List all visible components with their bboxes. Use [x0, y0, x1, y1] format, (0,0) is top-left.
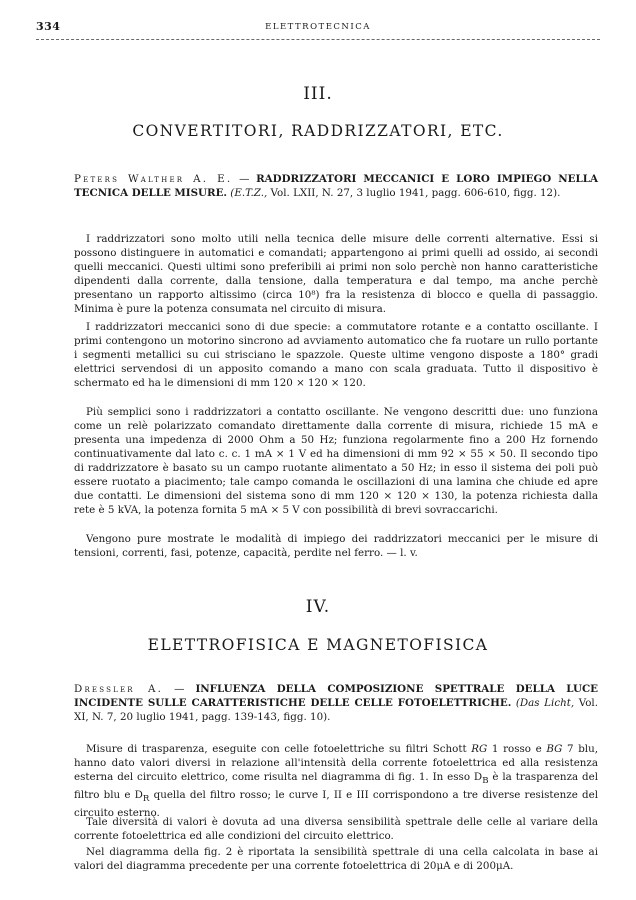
subscript: R — [142, 794, 150, 805]
entry-journal: (E.T.Z., — [230, 187, 268, 199]
entry-citation: Vol. LXII, N. 27, 3 luglio 1941, pagg. 606-610, figg. 12). — [267, 187, 561, 199]
entry-author: Dressler A. — [74, 683, 164, 695]
page-header — [36, 20, 600, 36]
paragraph: Nel diagramma della fig. 2 è riportata la sensibilità spettrale di una cella calcolata in base ai valori del diagramma precedente per una corrente fotoelettrica di 20μA e di 200μA. — [74, 846, 598, 872]
section-title-3: CONVERTITORI, RADDRIZZATORI, ETC. — [132, 122, 504, 140]
text-run: 7 blu, hanno dato valori diversi in relazione all'intensità della corrente fotoelettrica ed alla resistenza esterna del circuito elettrico, come risulta nel diagramma di fig. 1. In esso D — [74, 743, 598, 783]
entry-dash: — — [163, 683, 196, 695]
text-run: 1 rosso e — [487, 743, 547, 755]
entry-heading-peters — [74, 172, 598, 200]
entry-dash: — — [232, 173, 257, 185]
entry-title: RADDRIZZATORI MECCANICI E LORO IMPIEGO NELLA TECNICA DELLE MISURE. — [74, 173, 598, 199]
entry-author: Peters Walther A. E. — [74, 173, 233, 185]
text-run: Misure di trasparenza, eseguite con celle fotoelettriche su filtri Schott — [86, 743, 472, 755]
section-title-4: ELETTROFISICA E MAGNETOFISICA — [147, 636, 489, 654]
text-run: è la trasparenza del filtro blu e D — [74, 771, 598, 802]
running-title: ELETTROTECNICA — [265, 22, 371, 32]
paragraph: Vengono pure mostrate le modalità di impiego dei raddrizzatori meccanici per le misure di tensioni, correnti, fasi, potenze, capacità, perdite nel ferro. — l. v. — [74, 533, 598, 559]
paragraph — [74, 742, 598, 820]
entry-heading-dressler — [74, 682, 598, 724]
filter-code: RG — [471, 743, 488, 755]
section-number-3: III. — [303, 84, 333, 104]
paragraph: Tale diversità di valori è dovuta ad una diversa sensibilità spettrale delle celle al variare della corrente fotoelettrica ed alle condizioni del circuito elettrico. — [74, 816, 598, 842]
subscript: B — [482, 776, 489, 787]
entry-journal: (Das Licht, — [515, 697, 575, 709]
paragraph: I raddrizzatori sono molto utili nella tecnica delle misure delle correnti alternative. Essi si possono distinguere in automatici e comandati; appartengono ai primi quelli ad ossido, ai secondi quelli meccanici. Questi ultimi sono preferibili ai primi non solo perchè non hanno caratteristiche dipendenti dalla corrente, dalla tensione, dalla temperatura e dal tempo, ma anche perchè presentano un rapporto altissimo (circa 10⁸) fra la resistenza di blocco e quella di passaggio. Minima è pure la potenza consumata nel circuito di misura. — [74, 233, 598, 315]
text-run: quella del filtro rosso; le curve I, II e III corrispondono a tre diverse resistenze del circuito esterno. — [74, 789, 598, 820]
paragraph: I raddrizzatori meccanici sono di due specie: a commutatore rotante e a contatto oscillante. I primi contengono un motorino sincrono ad avviamento automatico che fa ruotare un rullo portante i segmenti metallici su cui strisciano le spazzole. Queste ultime vengono disposte a 180° gradi elettrici servendosi di un apposito comando a mano con scala graduata. Tutto il dispositivo è schermato ed ha le dimensioni di mm 120 × 120 × 120. — [74, 321, 598, 389]
header-divider — [36, 39, 600, 40]
section-number-4: IV. — [305, 597, 331, 617]
entry-citation: Vol. XI, N. 7, 20 luglio 1941, pagg. 139-143, figg. 10). — [74, 697, 598, 723]
page-number: 334 — [36, 20, 61, 33]
filter-code: BG — [546, 743, 563, 755]
entry-title: INFLUENZA DELLA COMPOSIZIONE SPETTRALE DELLA LUCE INCIDENTE SULLE CARATTERISTICHE DELLE CELLE FOTOELETTRICHE. — [74, 683, 598, 709]
paragraph: Più semplici sono i raddrizzatori a contatto oscillante. Ne vengono descritti due: uno funziona come un relè polarizzato comandato direttamente dalla corrente di misura, richiede 15 mA e presenta una impedenza di 2000 Ohm a 50 Hz; funziona regolarmente fino a 200 Hz fornendo continuativamente dal lato c. c. 1 mA × 1 V ed ha dimensioni di mm 92 × 55 × 50. Il secondo tipo di raddrizzatore è basato su un campo ruotante alimentato a 50 Hz; in esso il sistema dei poli può essere ruotato a piacimento; tale campo comanda le oscillazioni di una lamina che chiude ed apre due contatti. Le dimensioni del sistema sono di mm 120 × 120 × 130, la potenza richiesta dalla rete è 5 kVA, la potenza fornita 5 mA × 5 V con possibilità di brevi sovraccarichi. — [74, 406, 598, 516]
